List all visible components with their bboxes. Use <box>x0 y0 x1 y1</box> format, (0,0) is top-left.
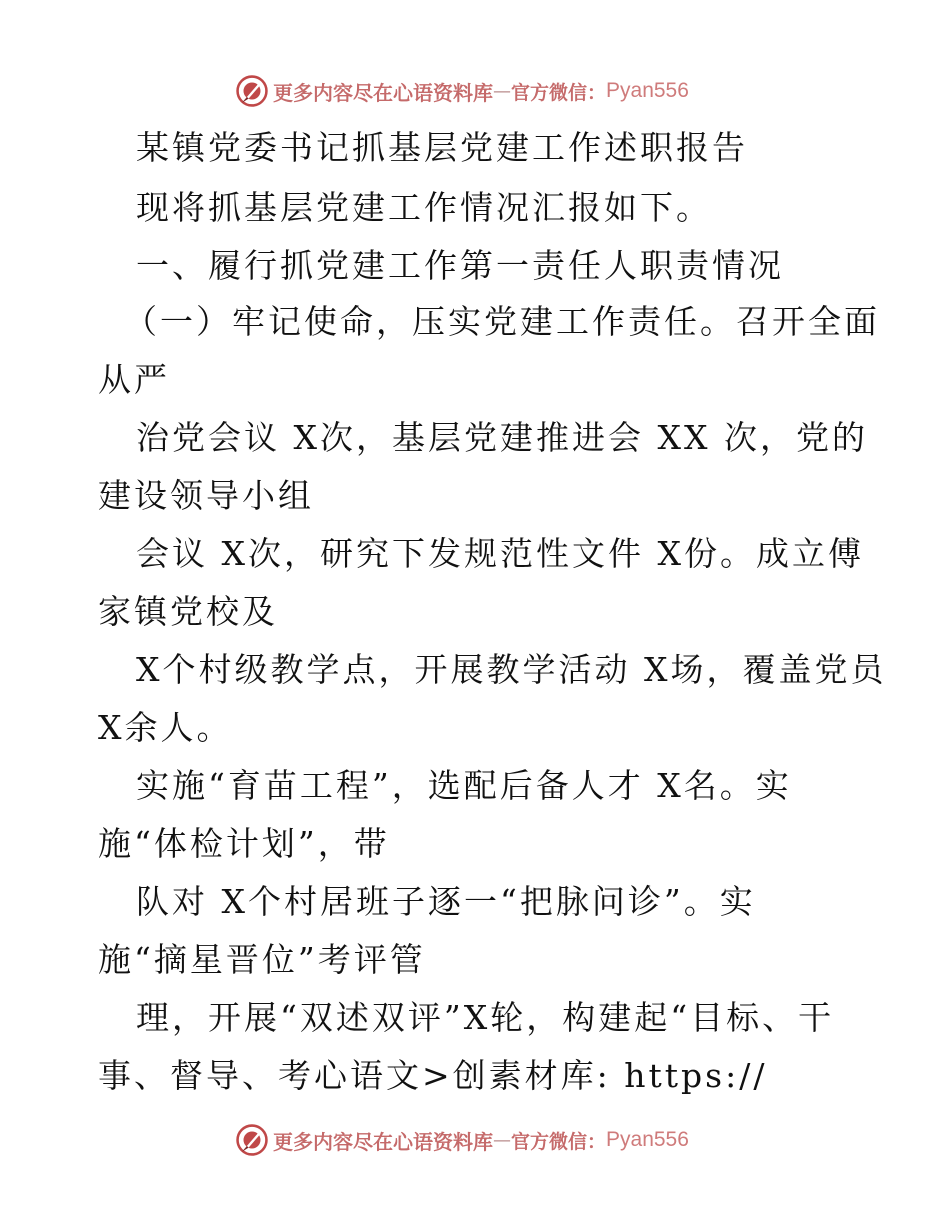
watermark-main-text: 更多内容尽在心语资料库 <box>273 1129 493 1154</box>
text-line: 家镇党校及 <box>98 592 278 631</box>
text-line: 施“体检计划”，带 <box>98 824 390 863</box>
text-line: 从严 <box>98 360 170 399</box>
text-line: X个村级教学点，开展教学活动 X场，覆盖党员 <box>136 650 887 689</box>
text-line: 建设领导小组 <box>98 476 314 515</box>
watermark-footer <box>235 1121 689 1159</box>
watermark-dash: — <box>493 80 511 102</box>
pen-logo-icon <box>235 74 269 108</box>
subsection-heading: （一）牢记使命，压实党建工作责任。召开全面 <box>124 302 880 341</box>
watermark-dash: — <box>493 1129 511 1151</box>
document-title: 某镇党委书记抓基层党建工作述职报告 <box>136 128 748 167</box>
watermark-channel: 官方微信： <box>511 81 607 104</box>
watermark-header <box>235 72 689 110</box>
text-line: 施“摘星晋位”考评管 <box>98 940 426 979</box>
text-line: 实施“育苗工程”，选配后备人才 X名。实 <box>136 766 792 805</box>
text-line: 理，开展“双述双评”X轮，构建起“目标、干 <box>136 998 835 1037</box>
watermark-channel: 官方微信： <box>511 1130 607 1153</box>
watermark-id: Pyan556 <box>606 1128 689 1151</box>
text-line: 事、督导、考心语文>创素材库: https:// <box>98 1056 768 1095</box>
text-line: 现将抓基层党建工作情况汇报如下。 <box>136 188 712 227</box>
pen-logo-icon <box>235 1123 269 1157</box>
text-line: 队对 X个村居班子逐一“把脉问诊”。实 <box>136 882 756 921</box>
watermark-main-text: 更多内容尽在心语资料库 <box>273 80 493 105</box>
text-line: X余人。 <box>98 708 233 747</box>
text-line: 会议 X次，研究下发规范性文件 X份。成立傅 <box>136 534 864 573</box>
section-heading: 一、履行抓党建工作第一责任人职责情况 <box>136 246 784 285</box>
text-line: 治党会议 X次，基层党建推进会 XX 次，党的 <box>136 418 868 457</box>
watermark-id: Pyan556 <box>606 79 689 102</box>
